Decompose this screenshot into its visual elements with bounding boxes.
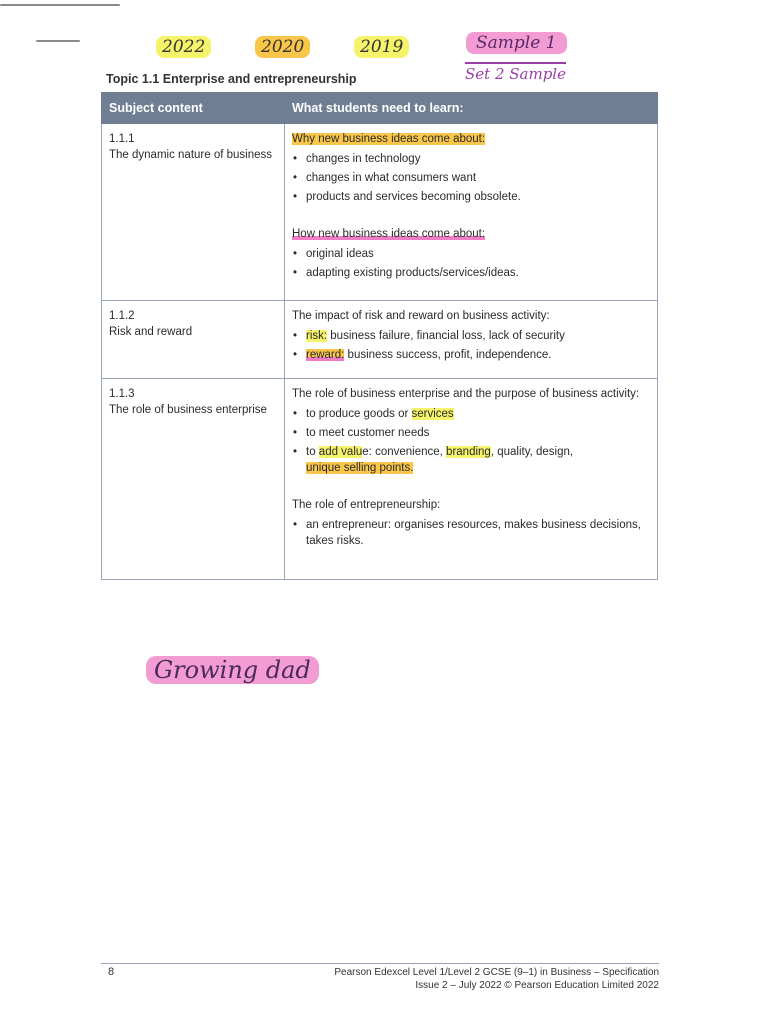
list-how-ideas — [292, 246, 650, 281]
content-code: 1.1.1 — [109, 133, 135, 145]
risk-description: business failure, financial loss, lack of security — [327, 330, 565, 342]
reward-description: business success, profit, independence. — [344, 349, 552, 361]
list-item — [306, 444, 650, 476]
content-title: The dynamic nature of business — [109, 149, 273, 161]
table-row — [102, 301, 658, 379]
risk-term: risk: — [306, 330, 328, 342]
annotation-year-2019: 2019 — [354, 36, 409, 58]
subject-cell — [102, 124, 285, 301]
intro-why-ideas: Why new business ideas come about: — [292, 133, 486, 145]
content-code: 1.1.3 — [109, 388, 135, 400]
highlight-services: services — [411, 408, 454, 420]
subject-cell — [102, 379, 285, 580]
list-risk-reward — [292, 328, 650, 363]
highlight-usp: unique selling points. — [306, 462, 414, 474]
bullet-text: to — [306, 446, 319, 458]
footer-line-1: Pearson Edexcel Level 1/Level 2 GCSE (9–1) in Business – Specification — [334, 967, 659, 978]
highlight-add-value: add valu — [318, 446, 363, 458]
bullet-text: , quality, design, — [490, 446, 574, 458]
list-item: • changes in what consumers want — [306, 170, 650, 186]
list-item: • original ideas — [306, 246, 650, 262]
page-number: 8 — [108, 966, 115, 978]
annotation-sample-1: Sample 1 — [466, 32, 567, 54]
intro-how-ideas: How new business ideas come about: — [292, 228, 486, 240]
scan-mark-top — [0, 4, 120, 6]
list-item — [306, 347, 650, 363]
spec-table — [101, 92, 658, 580]
bullet-text: e: convenience, — [362, 446, 447, 458]
list-entrepreneurship — [292, 517, 650, 549]
intro-business-enterprise: The role of business enterprise and the purpose of business activity: — [292, 388, 640, 400]
footer-text — [334, 966, 659, 992]
table-row — [102, 124, 658, 301]
intro-risk-reward: The impact of risk and reward on business activity: — [292, 310, 550, 322]
reward-term: reward: — [306, 349, 345, 361]
footer-line-2: Issue 2 – July 2022 © Pearson Education Limited 2022 — [415, 980, 659, 991]
list-item: • adapting existing products/services/ideas. — [306, 265, 650, 281]
learn-cell — [285, 301, 658, 379]
list-item: • products and services becoming obsolete. — [306, 189, 650, 205]
annotation-handwritten-note: Growing dad — [146, 656, 319, 684]
list-item — [306, 328, 650, 344]
list-item: • to meet customer needs — [306, 425, 650, 441]
intro-entrepreneurship: The role of entrepreneurship: — [292, 499, 441, 511]
list-why-ideas — [292, 151, 650, 205]
list-item: • changes in technology — [306, 151, 650, 167]
content-title: The role of business enterprise — [109, 404, 267, 416]
annotation-year-2022: 2022 — [156, 36, 211, 58]
subject-cell — [102, 301, 285, 379]
annotation-set-2-sample: Set 2 Sample — [465, 62, 566, 83]
header-what-students-learn: What students need to learn: — [285, 93, 658, 124]
content-title: Risk and reward — [109, 326, 193, 338]
bullet-text: to produce goods or — [306, 408, 412, 420]
annotation-year-2020: 2020 — [255, 36, 310, 58]
learn-cell — [285, 379, 658, 580]
content-code: 1.1.2 — [109, 310, 135, 322]
header-subject-content: Subject content — [102, 93, 285, 124]
highlight-branding: branding — [446, 446, 491, 458]
table-row — [102, 379, 658, 580]
topic-title: Topic 1.1 Enterprise and entrepreneurship — [106, 72, 357, 86]
list-business-enterprise — [292, 406, 650, 476]
table-header-row — [102, 93, 658, 124]
list-item — [306, 406, 650, 422]
learn-cell — [285, 124, 658, 301]
list-item: • an entrepreneur: organises resources, makes business decisions, takes risks. — [306, 517, 650, 549]
scan-mark-left — [36, 40, 80, 42]
footer-divider — [101, 963, 659, 964]
